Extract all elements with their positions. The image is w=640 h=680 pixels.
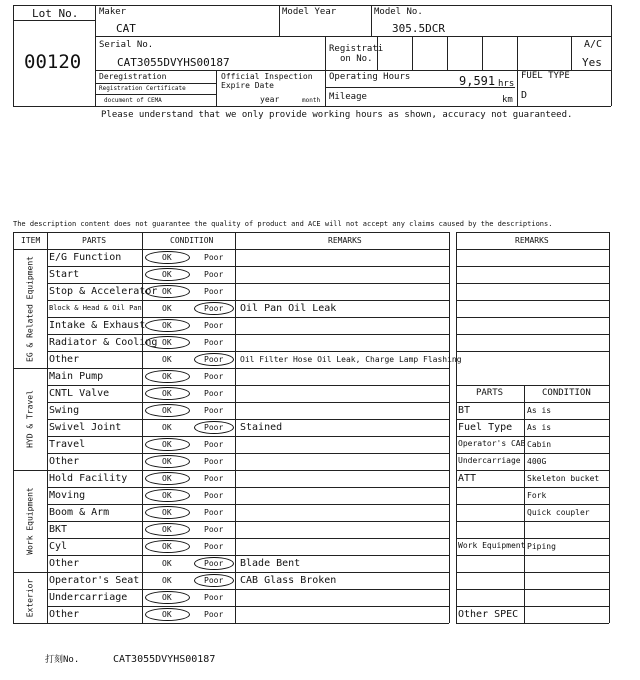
km-label: km (502, 95, 513, 105)
spec-part: Undercarriage (458, 456, 521, 465)
model-no-label: Model No. (374, 7, 423, 17)
poor-option[interactable]: Poor (204, 389, 224, 398)
ok-option[interactable]: OK (162, 542, 172, 551)
selection-circle (145, 506, 190, 519)
selection-circle (145, 285, 190, 298)
ok-option[interactable]: OK (162, 355, 172, 364)
spec-part: Work Equipment (458, 541, 526, 550)
part-name: Cyl (49, 541, 68, 552)
poor-option[interactable]: Poor (204, 355, 224, 364)
model-year-label: Model Year (282, 7, 337, 17)
selection-circle (145, 387, 190, 400)
poor-option[interactable]: Poor (204, 576, 224, 585)
spec-condition: Skeleton bucket (527, 474, 600, 483)
ok-option[interactable]: OK (162, 406, 172, 415)
part-name: Intake & Exhaust (49, 320, 146, 331)
part-name: CNTL Valve (49, 388, 110, 399)
spec-condition: Piping (527, 542, 556, 551)
ok-option[interactable]: OK (162, 270, 172, 279)
spec-condition: Fork (527, 491, 547, 500)
spec-condition: Quick coupler (527, 508, 590, 517)
hours-notice: Please understand that we only provide working hours as shown, accuracy not guaranteed. (101, 110, 573, 120)
part-name: Boom & Arm (49, 507, 110, 518)
part-name: BKT (49, 524, 68, 535)
spec-condition: 400G (527, 457, 547, 466)
lot-label: Lot No. (32, 7, 79, 20)
group-label: HYD & Travel (25, 390, 35, 448)
spec-condition: As is (527, 406, 552, 415)
poor-option[interactable]: Poor (204, 253, 224, 262)
selection-circle (145, 608, 190, 621)
deregistration-label: Deregistration (99, 72, 167, 81)
part-name: Travel (49, 439, 86, 450)
selection-circle (145, 404, 190, 417)
ok-option[interactable]: OK (162, 389, 172, 398)
poor-option[interactable]: Poor (204, 508, 224, 517)
poor-option[interactable]: Poor (204, 270, 224, 279)
hrs-label: hrs (498, 79, 515, 89)
selection-circle (194, 557, 234, 570)
part-name: Block & Head & Oil Pan (49, 304, 142, 312)
part-name: Operator's Seat (49, 575, 140, 586)
document-cema-label: document of CEMA (104, 97, 162, 104)
lot-number: 00120 (24, 51, 82, 73)
poor-option[interactable]: Poor (204, 491, 224, 500)
disclaimer: The description content does not guarantee the quality of product and ACE will not accept any claims caused by the descriptions. (13, 220, 553, 228)
serial-label: Serial No. (99, 40, 154, 50)
selection-circle (194, 353, 234, 366)
poor-option[interactable]: Poor (204, 304, 224, 313)
header-condition: CONDITION (170, 236, 214, 245)
ok-option[interactable]: OK (162, 287, 172, 296)
part-name: Swing (49, 405, 80, 416)
mileage-label: Mileage (329, 92, 367, 102)
header-parts: PARTS (82, 236, 107, 245)
ok-option[interactable]: OK (162, 525, 172, 534)
poor-option[interactable]: Poor (204, 338, 224, 347)
selection-circle (145, 523, 190, 536)
ok-option[interactable]: OK (162, 559, 172, 568)
ok-option[interactable]: OK (162, 457, 172, 466)
poor-option[interactable]: Poor (204, 321, 224, 330)
selection-circle (194, 421, 234, 434)
selection-circle (145, 268, 190, 281)
part-name: Other (49, 558, 80, 569)
header-remarks-2: REMARKS (515, 236, 549, 245)
remark-text: Stained (240, 422, 283, 433)
month-label: month (302, 97, 321, 104)
group-label: Exterior (25, 578, 35, 617)
operating-hours-value: 9,591 (459, 74, 496, 88)
stamp-number-value: CAT3055DVYHS00187 (113, 654, 216, 665)
part-name: Stop & Accelerator (49, 286, 158, 297)
spec-part: Other SPEC (458, 609, 519, 620)
part-name: Start (49, 269, 80, 280)
registration-label-2: on No. (340, 54, 373, 64)
remark-text: Blade Bent (240, 558, 301, 569)
selection-circle (145, 336, 190, 349)
ok-option[interactable]: OK (162, 440, 172, 449)
poor-option[interactable]: Poor (204, 610, 224, 619)
remark-text: Oil Pan Oil Leak (240, 303, 337, 314)
ok-option[interactable]: OK (162, 491, 172, 500)
ac-value: Yes (582, 56, 602, 69)
registration-label-1: Registrati (329, 44, 384, 54)
poor-option[interactable]: Poor (204, 525, 224, 534)
stamp-number-label: 打刻No. (45, 655, 80, 665)
selection-circle (194, 302, 234, 315)
expire-date-label: Expire Date (221, 81, 274, 90)
part-name: Moving (49, 490, 86, 501)
maker-label: Maker (99, 7, 127, 17)
registration-certificate-label: Registration Certificate (99, 85, 186, 92)
operating-hours-label: Operating Hours (329, 72, 411, 82)
selection-circle (145, 319, 190, 332)
selection-circle (145, 472, 190, 485)
poor-option[interactable]: Poor (204, 542, 224, 551)
ok-option[interactable]: OK (162, 576, 172, 585)
serial-value: CAT3055DVYHS00187 (117, 56, 230, 69)
poor-option[interactable]: Poor (204, 457, 224, 466)
group-label: EG & Related Equipment (25, 255, 35, 362)
ok-option[interactable]: OK (162, 474, 172, 483)
part-name: Undercarriage (49, 592, 128, 603)
ok-option[interactable]: OK (162, 253, 172, 262)
ok-option[interactable]: OK (162, 372, 172, 381)
selection-circle (145, 438, 190, 451)
part-name: E/G Function (49, 252, 122, 263)
poor-option[interactable]: Poor (204, 372, 224, 381)
remark-text: CAB Glass Broken (240, 575, 337, 586)
part-name: Other (49, 609, 80, 620)
selection-circle (145, 591, 190, 604)
part-name: Radiator & Cooling (49, 337, 158, 348)
maker-value: CAT (116, 22, 136, 35)
remark-text: Oil Filter Hose Oil Leak, Charge Lamp Flashing (240, 355, 462, 364)
part-name: Hold Facility (49, 473, 128, 484)
part-name: Main Pump (49, 371, 104, 382)
selection-circle (145, 455, 190, 468)
poor-option[interactable]: Poor (204, 440, 224, 449)
ok-option[interactable]: OK (162, 321, 172, 330)
selection-circle (145, 370, 190, 383)
spec-part: BT (458, 405, 471, 416)
fuel-type-label: FUEL TYPE (521, 71, 570, 81)
model-no-value: 305.5DCR (392, 22, 445, 35)
header-item: ITEM (21, 236, 41, 245)
right-header-parts: PARTS (476, 388, 504, 398)
poor-option[interactable]: Poor (204, 423, 224, 432)
part-name: Other (49, 354, 80, 365)
spec-condition: Cabin (527, 440, 552, 449)
poor-option[interactable]: Poor (204, 474, 224, 483)
fuel-type-value: D (521, 90, 528, 101)
ok-option[interactable]: OK (162, 304, 172, 313)
poor-option[interactable]: Poor (204, 406, 224, 415)
selection-circle (145, 251, 190, 264)
spec-part: ATT (458, 473, 477, 484)
part-name: Other (49, 456, 80, 467)
spec-condition: As is (527, 423, 552, 432)
year-label: year (260, 95, 280, 104)
ok-option[interactable]: OK (162, 610, 172, 619)
poor-option[interactable]: Poor (204, 287, 224, 296)
ok-option[interactable]: OK (162, 508, 172, 517)
group-label: Work Equipment (25, 487, 35, 555)
ok-option[interactable]: OK (162, 423, 172, 432)
ac-label: A/C (584, 39, 603, 50)
official-inspection-label: Official Inspection (221, 72, 313, 81)
right-header-condition: CONDITION (542, 388, 591, 398)
poor-option[interactable]: Poor (204, 593, 224, 602)
ok-option[interactable]: OK (162, 593, 172, 602)
selection-circle (145, 540, 190, 553)
header-remarks: REMARKS (328, 236, 362, 245)
poor-option[interactable]: Poor (204, 559, 224, 568)
selection-circle (145, 489, 190, 502)
ok-option[interactable]: OK (162, 338, 172, 347)
selection-circle (194, 574, 234, 587)
part-name: Swivel Joint (49, 422, 122, 433)
spec-part: Operator's CAB (458, 439, 526, 448)
spec-part: Fuel Type (458, 422, 513, 433)
